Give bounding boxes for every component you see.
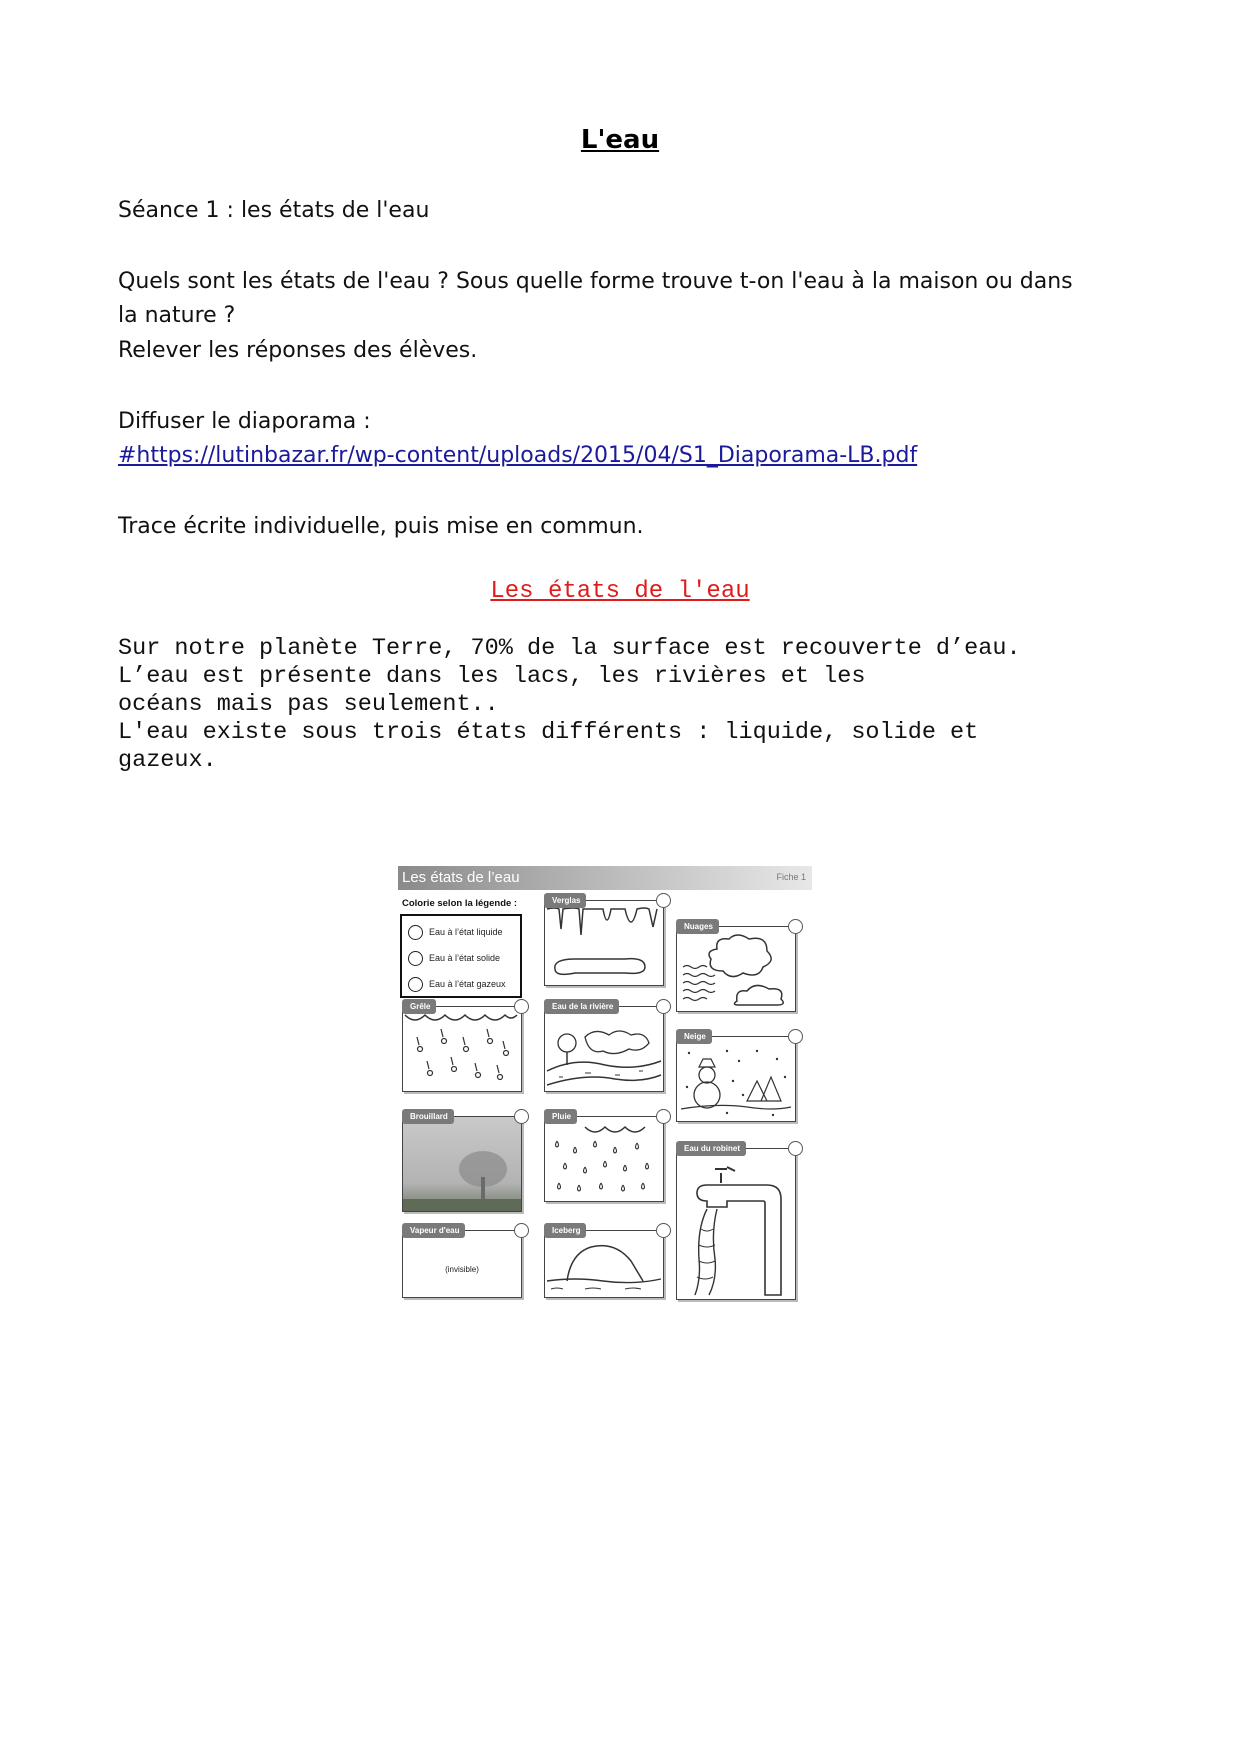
color-circle-icon[interactable] — [788, 1029, 803, 1044]
question-line-1: Quels sont les états de l'eau ? Sous quelle forme trouve t-on l'eau à la maison ou dans — [118, 269, 1073, 294]
legend-label: Eau à l’état solide — [429, 953, 501, 963]
riviere-icon — [545, 1007, 663, 1091]
diaporama-link[interactable]: #https://lutinbazar.fr/wp-content/uploads/2015/04/S1_Diaporama-LB.pdf — [118, 443, 918, 468]
diffuser-instruction: Diffuser le diaporama : — [118, 409, 371, 434]
nuages-icon — [677, 927, 795, 1011]
color-circle-icon[interactable] — [656, 1109, 671, 1124]
color-circle-icon[interactable] — [656, 999, 671, 1014]
card-pluie — [544, 1112, 664, 1202]
card-verglas — [544, 896, 664, 986]
legend-item — [408, 974, 506, 994]
card-label: Neige — [676, 1029, 712, 1044]
color-circle-icon[interactable] — [514, 1109, 529, 1124]
grele-icon — [403, 1007, 521, 1091]
card-vapeur — [402, 1226, 522, 1298]
robinet-icon — [677, 1149, 795, 1299]
legend-box — [400, 914, 522, 998]
body-line: L’eau est présente dans les lacs, les rivières et les — [118, 663, 866, 690]
card-label: Nuages — [676, 919, 719, 934]
card-label: Brouillard — [402, 1109, 454, 1124]
legend-label: Eau à l’état gazeux — [429, 979, 506, 989]
card-label: Iceberg — [544, 1223, 586, 1238]
color-circle-icon[interactable] — [408, 925, 423, 940]
worksheet-header — [398, 866, 812, 890]
iceberg-icon — [545, 1231, 663, 1297]
color-circle-icon[interactable] — [514, 1223, 529, 1238]
legend-item — [408, 922, 503, 942]
relever-instruction: Relever les réponses des élèves. — [118, 338, 478, 363]
worksheet-title: Les états de l’eau — [402, 869, 520, 886]
card-label: Grêle — [402, 999, 436, 1014]
color-circle-icon[interactable] — [656, 893, 671, 908]
neige-icon — [677, 1037, 795, 1121]
color-circle-icon[interactable] — [408, 951, 423, 966]
card-label: Eau du robinet — [676, 1141, 746, 1156]
body-line: gazeux. — [118, 747, 217, 774]
color-circle-icon[interactable] — [514, 999, 529, 1014]
section-title: Les états de l'eau — [490, 578, 750, 605]
document-title: L'eau — [580, 125, 660, 155]
pluie-icon — [545, 1117, 663, 1201]
brouillard-photo-icon — [403, 1117, 521, 1211]
card-grele — [402, 1002, 522, 1092]
card-label: Pluie — [544, 1109, 577, 1124]
legend-label: Eau à l’état liquide — [429, 927, 503, 937]
body-line: L'eau existe sous trois états différents : liquide, solide et — [118, 719, 979, 746]
card-nuages — [676, 922, 796, 1012]
verglas-icon — [545, 901, 663, 985]
worksheet-fiche: Fiche 1 — [776, 872, 806, 882]
color-circle-icon[interactable] — [788, 919, 803, 934]
card-riviere — [544, 1002, 664, 1092]
seance-heading: Séance 1 : les états de l'eau — [118, 198, 430, 223]
card-iceberg — [544, 1226, 664, 1298]
color-circle-icon[interactable] — [408, 977, 423, 992]
card-robinet — [676, 1144, 796, 1300]
legend-item — [408, 948, 500, 968]
card-label: Vapeur d'eau — [402, 1223, 465, 1238]
trace-instruction: Trace écrite individuelle, puis mise en commun. — [118, 514, 644, 539]
color-circle-icon[interactable] — [656, 1223, 671, 1238]
card-label: Eau de la rivière — [544, 999, 619, 1014]
vapeur-note: (invisible) — [445, 1265, 479, 1274]
color-circle-icon[interactable] — [788, 1141, 803, 1156]
card-brouillard — [402, 1112, 522, 1212]
worksheet-image — [398, 866, 812, 1302]
body-line: océans mais pas seulement.. — [118, 691, 499, 718]
card-label: Verglas — [544, 893, 586, 908]
body-line: Sur notre planète Terre, 70% de la surface est recouverte d’eau. — [118, 635, 1021, 662]
card-neige — [676, 1032, 796, 1122]
legend-title: Colorie selon la légende : — [402, 898, 518, 909]
question-line-2: la nature ? — [118, 303, 236, 328]
